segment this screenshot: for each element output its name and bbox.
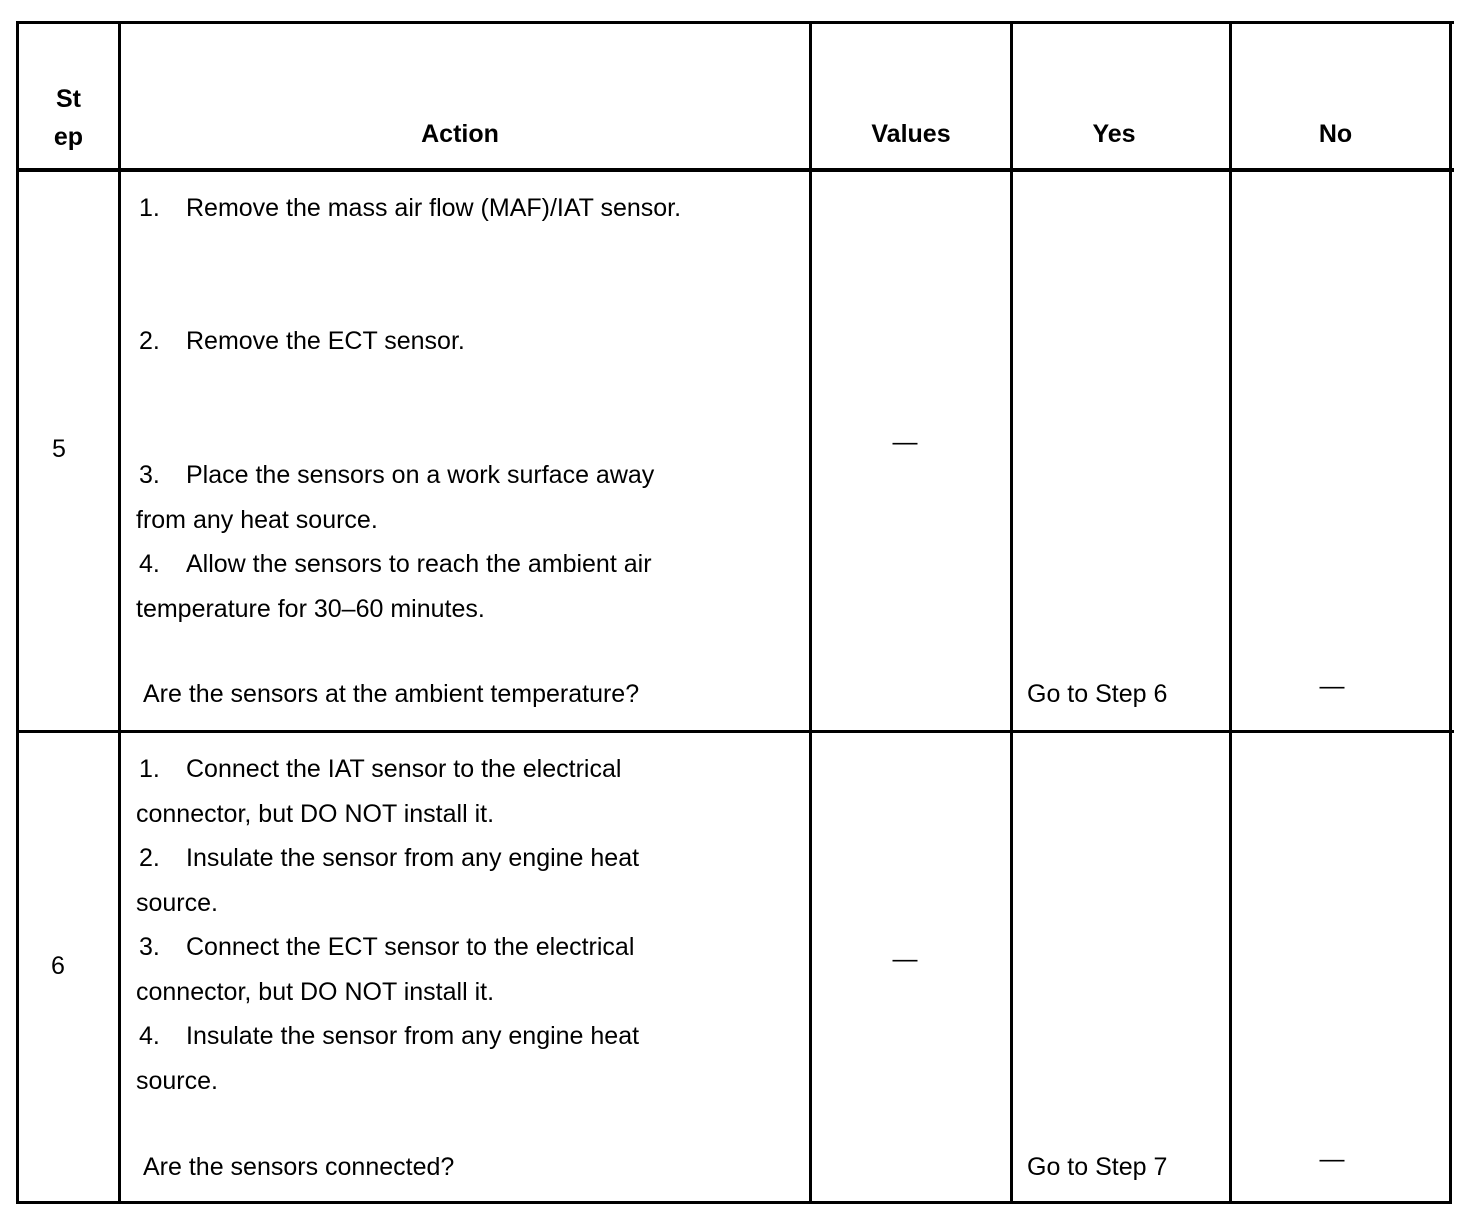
- action-item: [136, 186, 681, 231]
- action-item: [136, 747, 639, 1103]
- header-no: No: [1318, 120, 1353, 148]
- column-divider-values: [1010, 21, 1013, 1204]
- action-item-continuation: connector, but DO NOT install it.: [136, 977, 495, 1006]
- action-item-continuation: source.: [136, 888, 218, 917]
- header-values: Values: [871, 120, 951, 148]
- action-item-number: 3.: [139, 461, 160, 489]
- step-number: 6: [51, 952, 65, 980]
- table-border-left: [16, 21, 19, 1204]
- column-divider-step: [118, 21, 121, 1204]
- yes-cell: Go to Step 7: [1027, 1153, 1168, 1181]
- header-step: [19, 80, 118, 156]
- table-border-top: [16, 21, 1454, 24]
- action-item-number: 4.: [139, 550, 160, 578]
- action-item-number: 4.: [139, 1022, 160, 1050]
- table-border-right: [1449, 21, 1452, 1204]
- action-item-text: Remove the mass air flow (MAF)/IAT sensor.: [186, 194, 682, 222]
- action-item-text: Remove the ECT sensor.: [186, 327, 465, 355]
- action-item-text: Insulate the sensor from any engine heat: [186, 1022, 640, 1050]
- action-item-number: 1.: [139, 194, 160, 222]
- table-border-bottom: [16, 1201, 1452, 1204]
- header-yes: Yes: [1092, 120, 1136, 148]
- yes-cell: Go to Step 6: [1027, 680, 1168, 708]
- header-step-line1: St: [56, 85, 81, 113]
- header-action: Action: [421, 120, 499, 148]
- header-step-line2: ep: [53, 123, 84, 151]
- values-cell: —: [892, 428, 918, 456]
- values-cell: —: [892, 945, 918, 973]
- action-item-continuation: connector, but DO NOT install it.: [136, 799, 495, 828]
- action-item-number: 2.: [139, 327, 160, 355]
- action-item-continuation: from any heat source.: [136, 505, 378, 534]
- column-divider-action: [809, 21, 812, 1204]
- action-item-text: Allow the sensors to reach the ambient air: [186, 550, 652, 578]
- row-divider: [16, 730, 1454, 733]
- action-item-text: Connect the IAT sensor to the electrical: [186, 755, 622, 783]
- action-item: [136, 453, 654, 631]
- action-item-number: 2.: [139, 844, 160, 872]
- action-item-number: 3.: [139, 933, 160, 961]
- action-item-text: Connect the ECT sensor to the electrical: [186, 933, 635, 961]
- action-item-text: Place the sensors on a work surface away: [186, 461, 655, 489]
- action-question: Are the sensors at the ambient temperature?: [143, 680, 640, 708]
- no-cell: —: [1319, 672, 1345, 700]
- action-item-text: Insulate the sensor from any engine heat: [186, 844, 640, 872]
- action-item-continuation: temperature for 30–60 minutes.: [136, 594, 485, 623]
- action-question: Are the sensors connected?: [143, 1153, 455, 1181]
- action-item-continuation: source.: [136, 1066, 218, 1095]
- action-item-number: 1.: [139, 755, 160, 783]
- column-divider-yes: [1229, 21, 1232, 1204]
- no-cell: —: [1319, 1145, 1345, 1173]
- action-item: [136, 319, 465, 364]
- header-divider: [16, 168, 1454, 172]
- step-number: 5: [52, 435, 66, 463]
